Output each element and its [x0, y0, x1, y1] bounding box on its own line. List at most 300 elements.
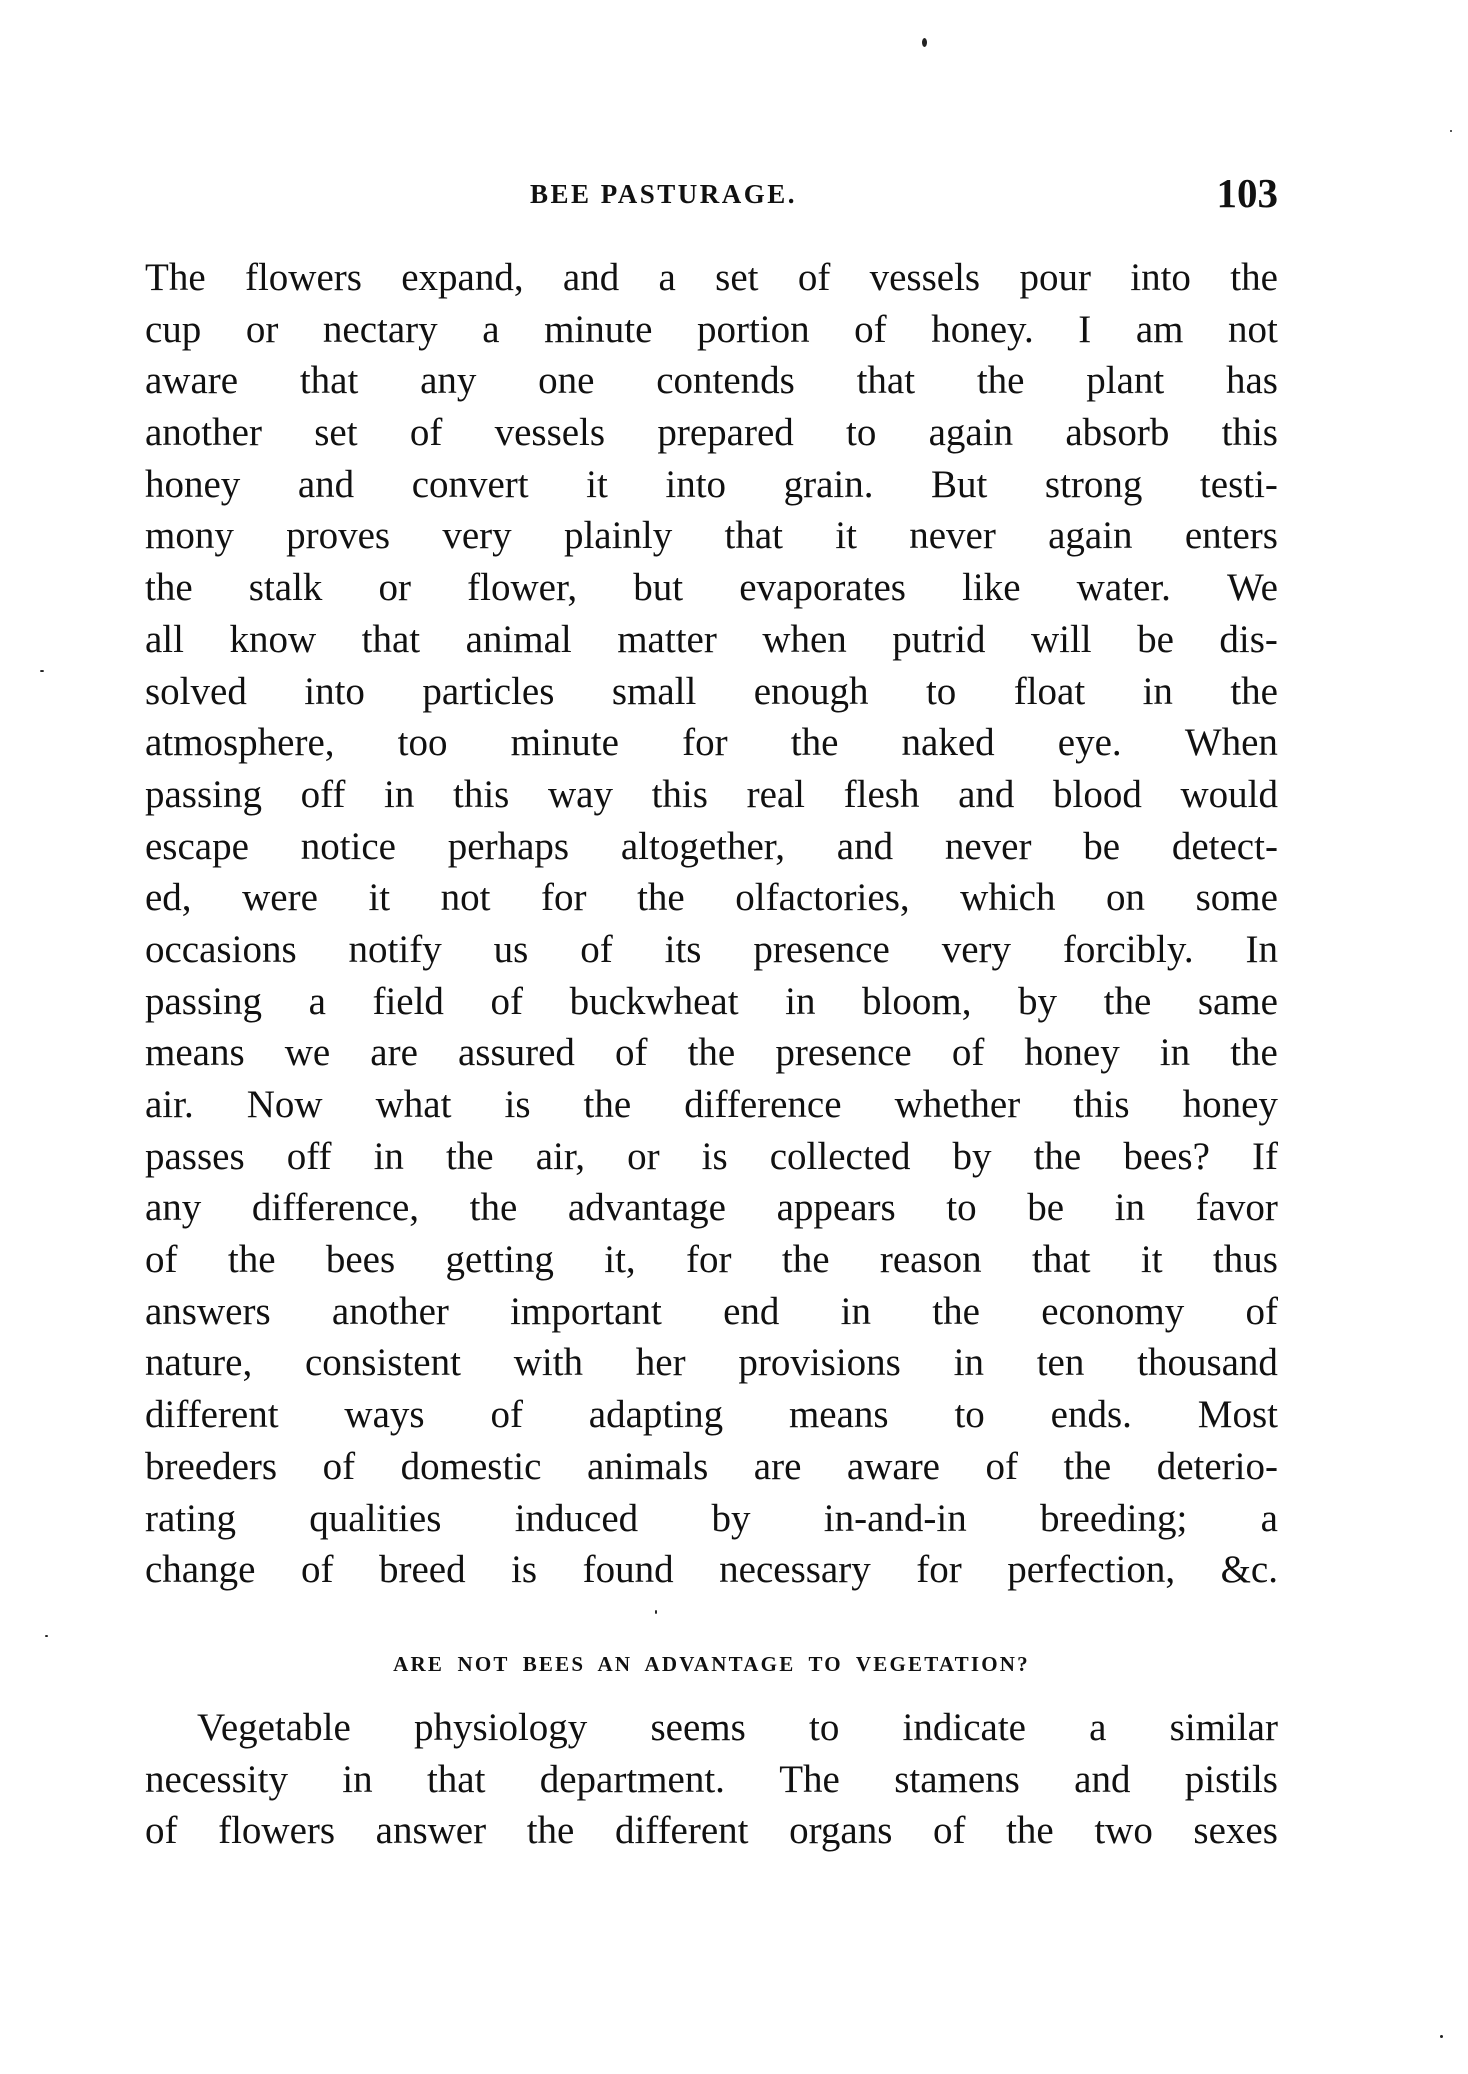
text-line [145, 1754, 1278, 1806]
word: the [526, 1809, 575, 1853]
word: of [932, 1809, 966, 1853]
word: this [1221, 411, 1278, 455]
word: the [932, 1289, 980, 1333]
word: when [762, 617, 847, 661]
word: has [1225, 359, 1278, 403]
word: similar [1169, 1706, 1278, 1749]
word: of [300, 1548, 334, 1592]
word: or [378, 566, 412, 610]
word: altogether, [620, 824, 785, 868]
word: necessary [719, 1548, 871, 1592]
word: cup [145, 307, 202, 351]
text-line [145, 562, 1278, 614]
word: it [586, 462, 608, 506]
word: two [1094, 1809, 1153, 1853]
word: solved [145, 669, 247, 713]
word: a [1089, 1706, 1107, 1749]
word: In [1245, 927, 1278, 971]
text-line [145, 872, 1278, 924]
word: of [580, 927, 613, 971]
word: honey. [931, 307, 1034, 351]
word: are [753, 1444, 802, 1488]
word: enters [1184, 514, 1278, 558]
word: not [440, 876, 491, 920]
word: contends [656, 359, 795, 403]
word: and [1074, 1757, 1131, 1801]
word: convert [411, 462, 529, 506]
word: of [951, 1031, 985, 1075]
word: in [1159, 1031, 1191, 1075]
word: that [361, 617, 421, 661]
word: answers [145, 1289, 271, 1333]
word: it, [604, 1238, 636, 1282]
word: passing [145, 772, 262, 816]
word: rating [145, 1496, 236, 1540]
word: the [781, 1238, 830, 1282]
word: favor [1195, 1186, 1278, 1230]
word: too [397, 721, 448, 765]
text-line [145, 976, 1278, 1028]
word: occasions [145, 927, 297, 971]
section-heading: ARE NOT BEES AN ADVANTAGE TO VEGETATION? [393, 1652, 1030, 1676]
word: one [538, 359, 595, 403]
final-paragraph [145, 1702, 1278, 1857]
word: qualities [309, 1496, 442, 1540]
word: her [635, 1341, 686, 1385]
word: by [1018, 979, 1058, 1023]
word: but [633, 566, 684, 610]
word: bloom, [862, 979, 972, 1023]
word: of [490, 979, 524, 1023]
word: olfactories, [735, 876, 910, 920]
word: honey [145, 462, 241, 506]
word: in [342, 1757, 373, 1801]
text-line [145, 666, 1278, 718]
word: into [1130, 256, 1191, 299]
text-line [145, 1131, 1278, 1183]
word: blood [1053, 772, 1142, 816]
word: or [627, 1134, 660, 1178]
word: prepared [657, 411, 794, 455]
text-line [145, 717, 1278, 769]
word: I [1078, 307, 1092, 351]
word: again [1048, 514, 1133, 558]
word: minute [510, 721, 619, 765]
word: a [658, 256, 676, 299]
text-line [145, 1079, 1278, 1131]
word: sexes [1193, 1809, 1278, 1853]
word: in [384, 772, 415, 816]
word: like [962, 566, 1021, 610]
word: same [1197, 979, 1278, 1023]
word: in [840, 1289, 872, 1333]
word: vessels [494, 411, 606, 455]
word: that [1032, 1238, 1091, 1282]
text-line [145, 1286, 1278, 1338]
word: field [372, 979, 444, 1023]
word: getting [445, 1238, 554, 1282]
word: notify [348, 927, 442, 971]
word: the [687, 1031, 736, 1075]
word: any [145, 1186, 202, 1230]
word: absorb [1065, 411, 1170, 455]
word: pour [1019, 256, 1091, 299]
word: thousand [1137, 1341, 1278, 1385]
word: not [1228, 307, 1278, 351]
word: a [308, 979, 326, 1023]
word: breeding; [1040, 1496, 1188, 1540]
word: be [1027, 1186, 1065, 1230]
word: very [941, 927, 1011, 971]
text-line [145, 614, 1278, 666]
word: seems [650, 1706, 746, 1749]
word: animals [586, 1444, 709, 1488]
word: buckwheat [569, 979, 739, 1023]
text-line [145, 304, 1278, 356]
word: the [976, 359, 1025, 403]
word: in [1142, 669, 1173, 713]
word: with [513, 1341, 584, 1385]
word: of [490, 1393, 523, 1437]
word: nectary [322, 307, 438, 351]
word: for [541, 876, 587, 920]
word: float [1013, 669, 1086, 713]
word: deterio- [1156, 1444, 1278, 1488]
word: will [1030, 617, 1092, 661]
word: it [835, 514, 857, 558]
word: animal [465, 617, 572, 661]
word: the [637, 876, 685, 920]
word: aware [846, 1444, 940, 1488]
scan-speck [655, 1610, 657, 1614]
word: thus [1212, 1238, 1278, 1282]
word: naked [901, 721, 995, 765]
word: into [665, 462, 727, 506]
word: are [370, 1031, 418, 1075]
word: the [469, 1186, 518, 1230]
word: this [1073, 1083, 1130, 1126]
word: stalk [248, 566, 323, 610]
word: in [373, 1134, 404, 1178]
word: and [836, 824, 894, 868]
text-line [145, 355, 1278, 407]
word: found [582, 1548, 674, 1592]
page-number: 103 [1216, 170, 1278, 216]
word: evaporates [739, 566, 906, 610]
word: were [242, 876, 318, 920]
word: the [1230, 669, 1278, 713]
word: air. [145, 1083, 194, 1126]
word: ends. [1050, 1393, 1132, 1437]
word: The [145, 256, 206, 299]
word: of [854, 307, 887, 351]
word: means [788, 1393, 889, 1437]
word: appears [776, 1186, 896, 1230]
word: this [453, 772, 510, 816]
scan-speck [1440, 2035, 1443, 2038]
word: flowers [244, 256, 362, 299]
word: way [547, 772, 613, 816]
word: portion [696, 307, 810, 351]
word: set [314, 411, 358, 455]
word: indicate [902, 1706, 1026, 1749]
word: in-and-in [823, 1496, 967, 1540]
scan-speck [1450, 130, 1452, 132]
word: to [946, 1186, 977, 1230]
word: to [809, 1706, 840, 1749]
word: the [227, 1238, 276, 1282]
word: notice [300, 824, 396, 868]
text-line [145, 769, 1278, 821]
word: never [944, 824, 1032, 868]
word: enough [753, 669, 869, 713]
word: ten [1036, 1341, 1085, 1385]
word: consistent [304, 1341, 461, 1385]
word: flesh [843, 772, 920, 816]
body-paragraph [145, 252, 1278, 1596]
word: flower, [467, 566, 578, 610]
running-head [145, 172, 1278, 216]
word: different [145, 1393, 279, 1437]
word: by [711, 1496, 751, 1540]
word: the [445, 1134, 494, 1178]
word: am [1135, 307, 1184, 351]
word: be [1137, 617, 1174, 661]
scan-speck [40, 670, 44, 672]
word: another [145, 411, 262, 455]
word: of [615, 1031, 648, 1075]
text-line [145, 1441, 1278, 1493]
text-line [145, 407, 1278, 459]
word: for [916, 1548, 962, 1592]
word: The [779, 1757, 840, 1801]
word: for [682, 721, 728, 765]
word: minute [544, 307, 653, 351]
word: plainly [563, 514, 673, 558]
word: of [985, 1444, 1019, 1488]
scan-speck [922, 38, 927, 47]
word: that [856, 359, 916, 403]
word: mony [145, 514, 234, 558]
word: would [1180, 772, 1278, 816]
word: of [1245, 1289, 1278, 1333]
text-line [145, 1805, 1278, 1857]
word: it [1140, 1238, 1163, 1282]
word: very [442, 514, 512, 558]
word: plant [1086, 359, 1165, 403]
word: presence [775, 1031, 912, 1075]
word: putrid [892, 617, 986, 661]
word: difference [684, 1083, 842, 1126]
word: organs [789, 1809, 893, 1853]
word: difference, [251, 1186, 420, 1230]
word: of [322, 1444, 356, 1488]
word: breeders [145, 1444, 278, 1488]
scan-speck [45, 1635, 48, 1637]
word: any [420, 359, 477, 403]
text-line [145, 1337, 1278, 1389]
word: to [846, 411, 877, 455]
word: necessity [145, 1757, 288, 1801]
word: adapting [588, 1393, 724, 1437]
word: what [375, 1083, 452, 1126]
word: the [1033, 1134, 1082, 1178]
word: the [145, 566, 193, 610]
word: matter [617, 617, 717, 661]
word: Now [246, 1083, 323, 1126]
word: all [145, 617, 184, 661]
word: testi- [1199, 462, 1278, 506]
word: us [493, 927, 529, 971]
word: ways [344, 1393, 425, 1437]
word: passes [145, 1134, 245, 1178]
word: change [145, 1548, 256, 1592]
word: escape [145, 824, 249, 868]
word: to [925, 669, 957, 713]
word: in [1114, 1186, 1146, 1230]
word: of [145, 1809, 178, 1853]
word: real [746, 772, 806, 816]
word: by [952, 1134, 992, 1178]
word: bees [325, 1238, 396, 1282]
word: strong [1044, 462, 1143, 506]
text-line [145, 1389, 1278, 1441]
word: answer [375, 1809, 487, 1853]
word: the [1006, 1809, 1054, 1853]
word: is [504, 1083, 531, 1126]
word: bees? [1123, 1134, 1210, 1178]
word: on [1106, 876, 1146, 920]
word: is [511, 1548, 538, 1592]
word: be [1083, 824, 1121, 868]
word: air, [535, 1134, 586, 1178]
word: economy [1041, 1289, 1185, 1333]
word: important [510, 1289, 662, 1333]
text-line [145, 1702, 1278, 1754]
word: physiology [413, 1706, 588, 1749]
word: presence [753, 927, 890, 971]
word: that [724, 514, 784, 558]
word: advantage [567, 1186, 726, 1230]
word: it [368, 876, 391, 920]
word: a [1260, 1496, 1278, 1540]
word: is [701, 1134, 728, 1178]
word: eye. [1057, 721, 1122, 765]
word: and [958, 772, 1015, 816]
word: reason [879, 1238, 982, 1282]
word: But [931, 462, 988, 506]
text-line [145, 1544, 1278, 1596]
word: means [145, 1031, 245, 1075]
word: whether [894, 1083, 1021, 1126]
word: that [299, 359, 359, 403]
word: which [960, 876, 1056, 920]
text-line [145, 1234, 1278, 1286]
word: honey [1024, 1031, 1120, 1075]
word: that [426, 1757, 486, 1801]
word: grain. [783, 462, 874, 506]
word: set [715, 256, 759, 299]
word: water. [1076, 566, 1171, 610]
word: Most [1197, 1393, 1278, 1437]
word: in [953, 1341, 984, 1385]
word: never [909, 514, 996, 558]
word: the [1230, 256, 1278, 299]
word: of [797, 256, 831, 299]
word: aware [145, 359, 239, 403]
word: domestic [400, 1444, 542, 1488]
running-title: BEE PASTURAGE. [530, 179, 798, 209]
word: induced [514, 1496, 639, 1540]
text-line [145, 1182, 1278, 1234]
word: particles [422, 669, 555, 713]
word: dis- [1219, 617, 1278, 661]
word: vessels [869, 256, 981, 299]
word: into [304, 669, 365, 713]
word: the [1103, 979, 1152, 1023]
word: and [562, 256, 620, 299]
word: the [1230, 1031, 1278, 1075]
text-line [145, 1493, 1278, 1545]
text-line [145, 510, 1278, 562]
word: passing [145, 979, 262, 1023]
word: forcibly. [1062, 927, 1194, 971]
word: another [331, 1289, 449, 1333]
word: perhaps [447, 824, 570, 868]
word: this [651, 772, 708, 816]
word: proves [286, 514, 391, 558]
word: a [482, 307, 500, 351]
word: nature, [145, 1341, 253, 1385]
word: to [954, 1393, 985, 1437]
word: assured [457, 1031, 575, 1075]
word: flowers [218, 1809, 336, 1853]
word: pistils [1184, 1757, 1278, 1801]
word: ed, [145, 876, 192, 920]
word: expand, [401, 256, 524, 299]
word: collected [769, 1134, 911, 1178]
word: department. [539, 1757, 725, 1801]
word: or [245, 307, 279, 351]
word: Vegetable [197, 1706, 351, 1749]
word: off [286, 1134, 332, 1178]
word: of [145, 1238, 178, 1282]
word: and [297, 462, 355, 506]
word: some [1195, 876, 1278, 920]
word: If [1251, 1134, 1278, 1178]
text-line [145, 924, 1278, 976]
word: its [664, 927, 702, 971]
word: &c. [1220, 1548, 1278, 1592]
word: of [409, 411, 443, 455]
word: We [1226, 566, 1278, 610]
word: off [300, 772, 346, 816]
word: end [723, 1289, 780, 1333]
word: atmosphere, [145, 721, 335, 765]
word: When [1184, 721, 1278, 765]
word: for [686, 1238, 732, 1282]
word: the [583, 1083, 632, 1126]
word: provisions [738, 1341, 901, 1385]
word: stamens [894, 1757, 1020, 1801]
text-line [145, 1027, 1278, 1079]
word: the [1063, 1444, 1112, 1488]
text-line [145, 252, 1278, 304]
word: perfection, [1007, 1548, 1176, 1592]
word: honey [1182, 1083, 1278, 1126]
word: we [284, 1031, 331, 1075]
text-line [145, 459, 1278, 511]
